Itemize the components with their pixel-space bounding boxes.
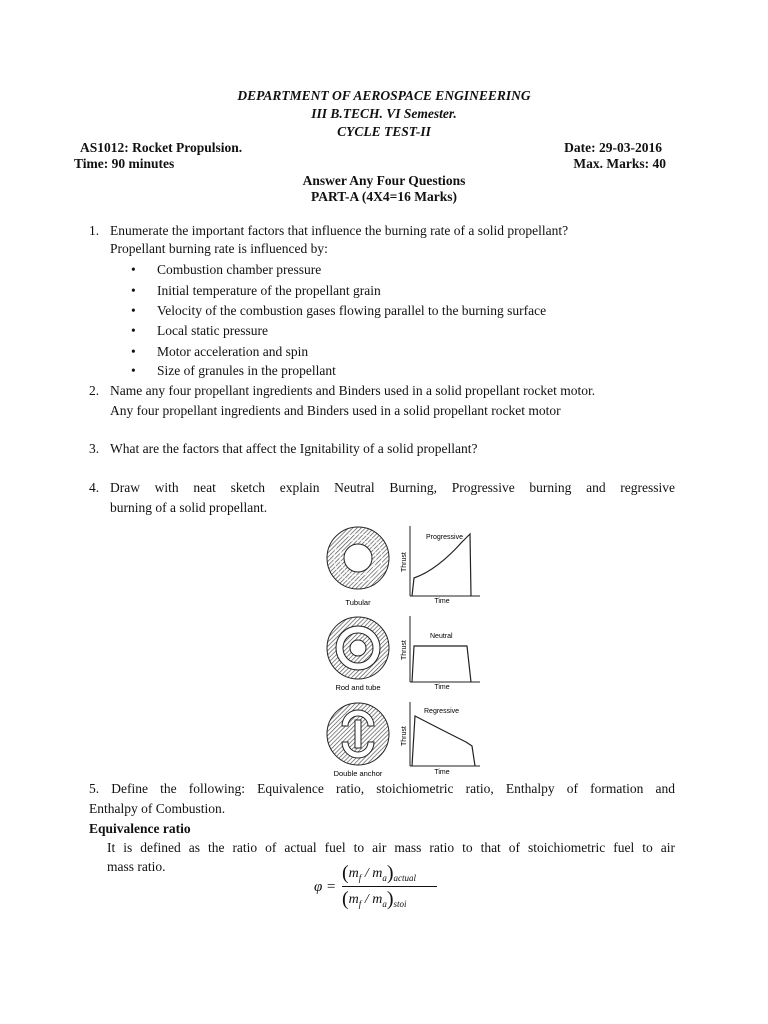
grain-label-double-anchor: Double anchor — [333, 769, 383, 778]
part-heading: PART-A (4X4=16 Marks) — [311, 189, 457, 204]
q5-text-line1: 5. Define the following: Equivalence ratio, stoichiometric ratio, Enthalpy of formation and — [89, 781, 675, 796]
y-axis-label: Thrust — [401, 552, 408, 572]
semester-line: III B.TECH. VI Semester. — [311, 106, 457, 121]
instruction: Answer Any Four Questions — [302, 173, 466, 188]
q1-text: Enumerate the important factors that influence the burning rate of a solid propellant? — [110, 223, 569, 238]
q2-answer: Any four propellant ingredients and Binders used in a solid propellant rocket motor — [110, 403, 561, 418]
q5-text-line2: Enthalpy of Combustion. — [89, 801, 226, 816]
q2-number: 2. — [89, 383, 100, 398]
burning-profiles-figure — [322, 520, 484, 780]
q1-bullet: • Velocity of the combustion gases flowing parallel to the burning surface — [157, 303, 546, 319]
equivalence-ratio-definition-cont: mass ratio. — [107, 859, 166, 874]
max-marks: Max. Marks: 40 — [573, 156, 666, 171]
neutral-thrust-plot — [410, 616, 480, 682]
q1-bullet: • Size of granules in the propellant — [157, 363, 336, 379]
x-axis-label: Time — [434, 684, 450, 691]
equation-denominator: $(m_f / m_a)_{stoi}$ — [342, 888, 407, 910]
q4-text-line1: Draw with neat sketch explain Neutral Burning, Progressive burning and regressive — [110, 480, 675, 495]
department-title: DEPARTMENT OF AEROSPACE ENGINEERING — [237, 88, 531, 103]
q2-text: Name any four propellant ingredients and Binders used in a solid propellant rocket motor. — [110, 383, 596, 398]
equivalence-ratio-equation — [312, 860, 452, 916]
curve-label-progressive: Progressive — [426, 534, 463, 541]
curve-label-regressive: Regressive — [424, 708, 460, 715]
curve-label-neutral: Neutral — [430, 633, 453, 640]
equation-numerator: $(m_f / m_a)_{actual}$ — [342, 862, 416, 884]
equivalence-ratio-heading: Equivalence ratio — [89, 821, 191, 836]
q4-number: 4. — [89, 480, 100, 495]
test-title: CYCLE TEST-II — [337, 124, 431, 139]
exam-duration: Time: 90 minutes — [74, 156, 175, 171]
grain-label-tubular: Tubular — [345, 598, 371, 607]
x-axis-label: Time — [434, 769, 450, 776]
q1-answer-intro: Propellant burning rate is influenced by: — [110, 241, 328, 256]
y-axis-label: Thrust — [401, 640, 408, 660]
tubular-grain-icon — [327, 527, 389, 589]
q1-number: 1. — [89, 223, 100, 238]
grain-label-rod-and-tube: Rod and tube — [335, 683, 381, 692]
exam-date: Date: 29-03-2016 — [564, 140, 662, 155]
q3-number: 3. — [89, 441, 100, 456]
q1-bullet: • Local static pressure — [157, 323, 268, 339]
double-anchor-grain-icon — [327, 703, 389, 765]
q3-text: What are the factors that affect the Ignitability of a solid propellant? — [110, 441, 478, 456]
q1-bullet: • Combustion chamber pressure — [157, 262, 321, 278]
y-axis-label: Thrust — [401, 726, 408, 746]
equivalence-ratio-definition: It is defined as the ratio of actual fuel to air mass ratio to that of stoichiometric fuel to air — [107, 840, 675, 855]
equation-lhs: φ = — [314, 879, 337, 895]
fraction-bar — [342, 886, 437, 887]
q4-text-line2: burning of a solid propellant. — [110, 500, 268, 515]
rod-and-tube-grain-icon — [327, 617, 389, 679]
x-axis-label: Time — [434, 598, 450, 605]
q1-bullet: • Motor acceleration and spin — [157, 344, 308, 360]
course-code: AS1012: Rocket Propulsion. — [80, 140, 243, 155]
q1-bullet: • Initial temperature of the propellant grain — [157, 283, 381, 299]
